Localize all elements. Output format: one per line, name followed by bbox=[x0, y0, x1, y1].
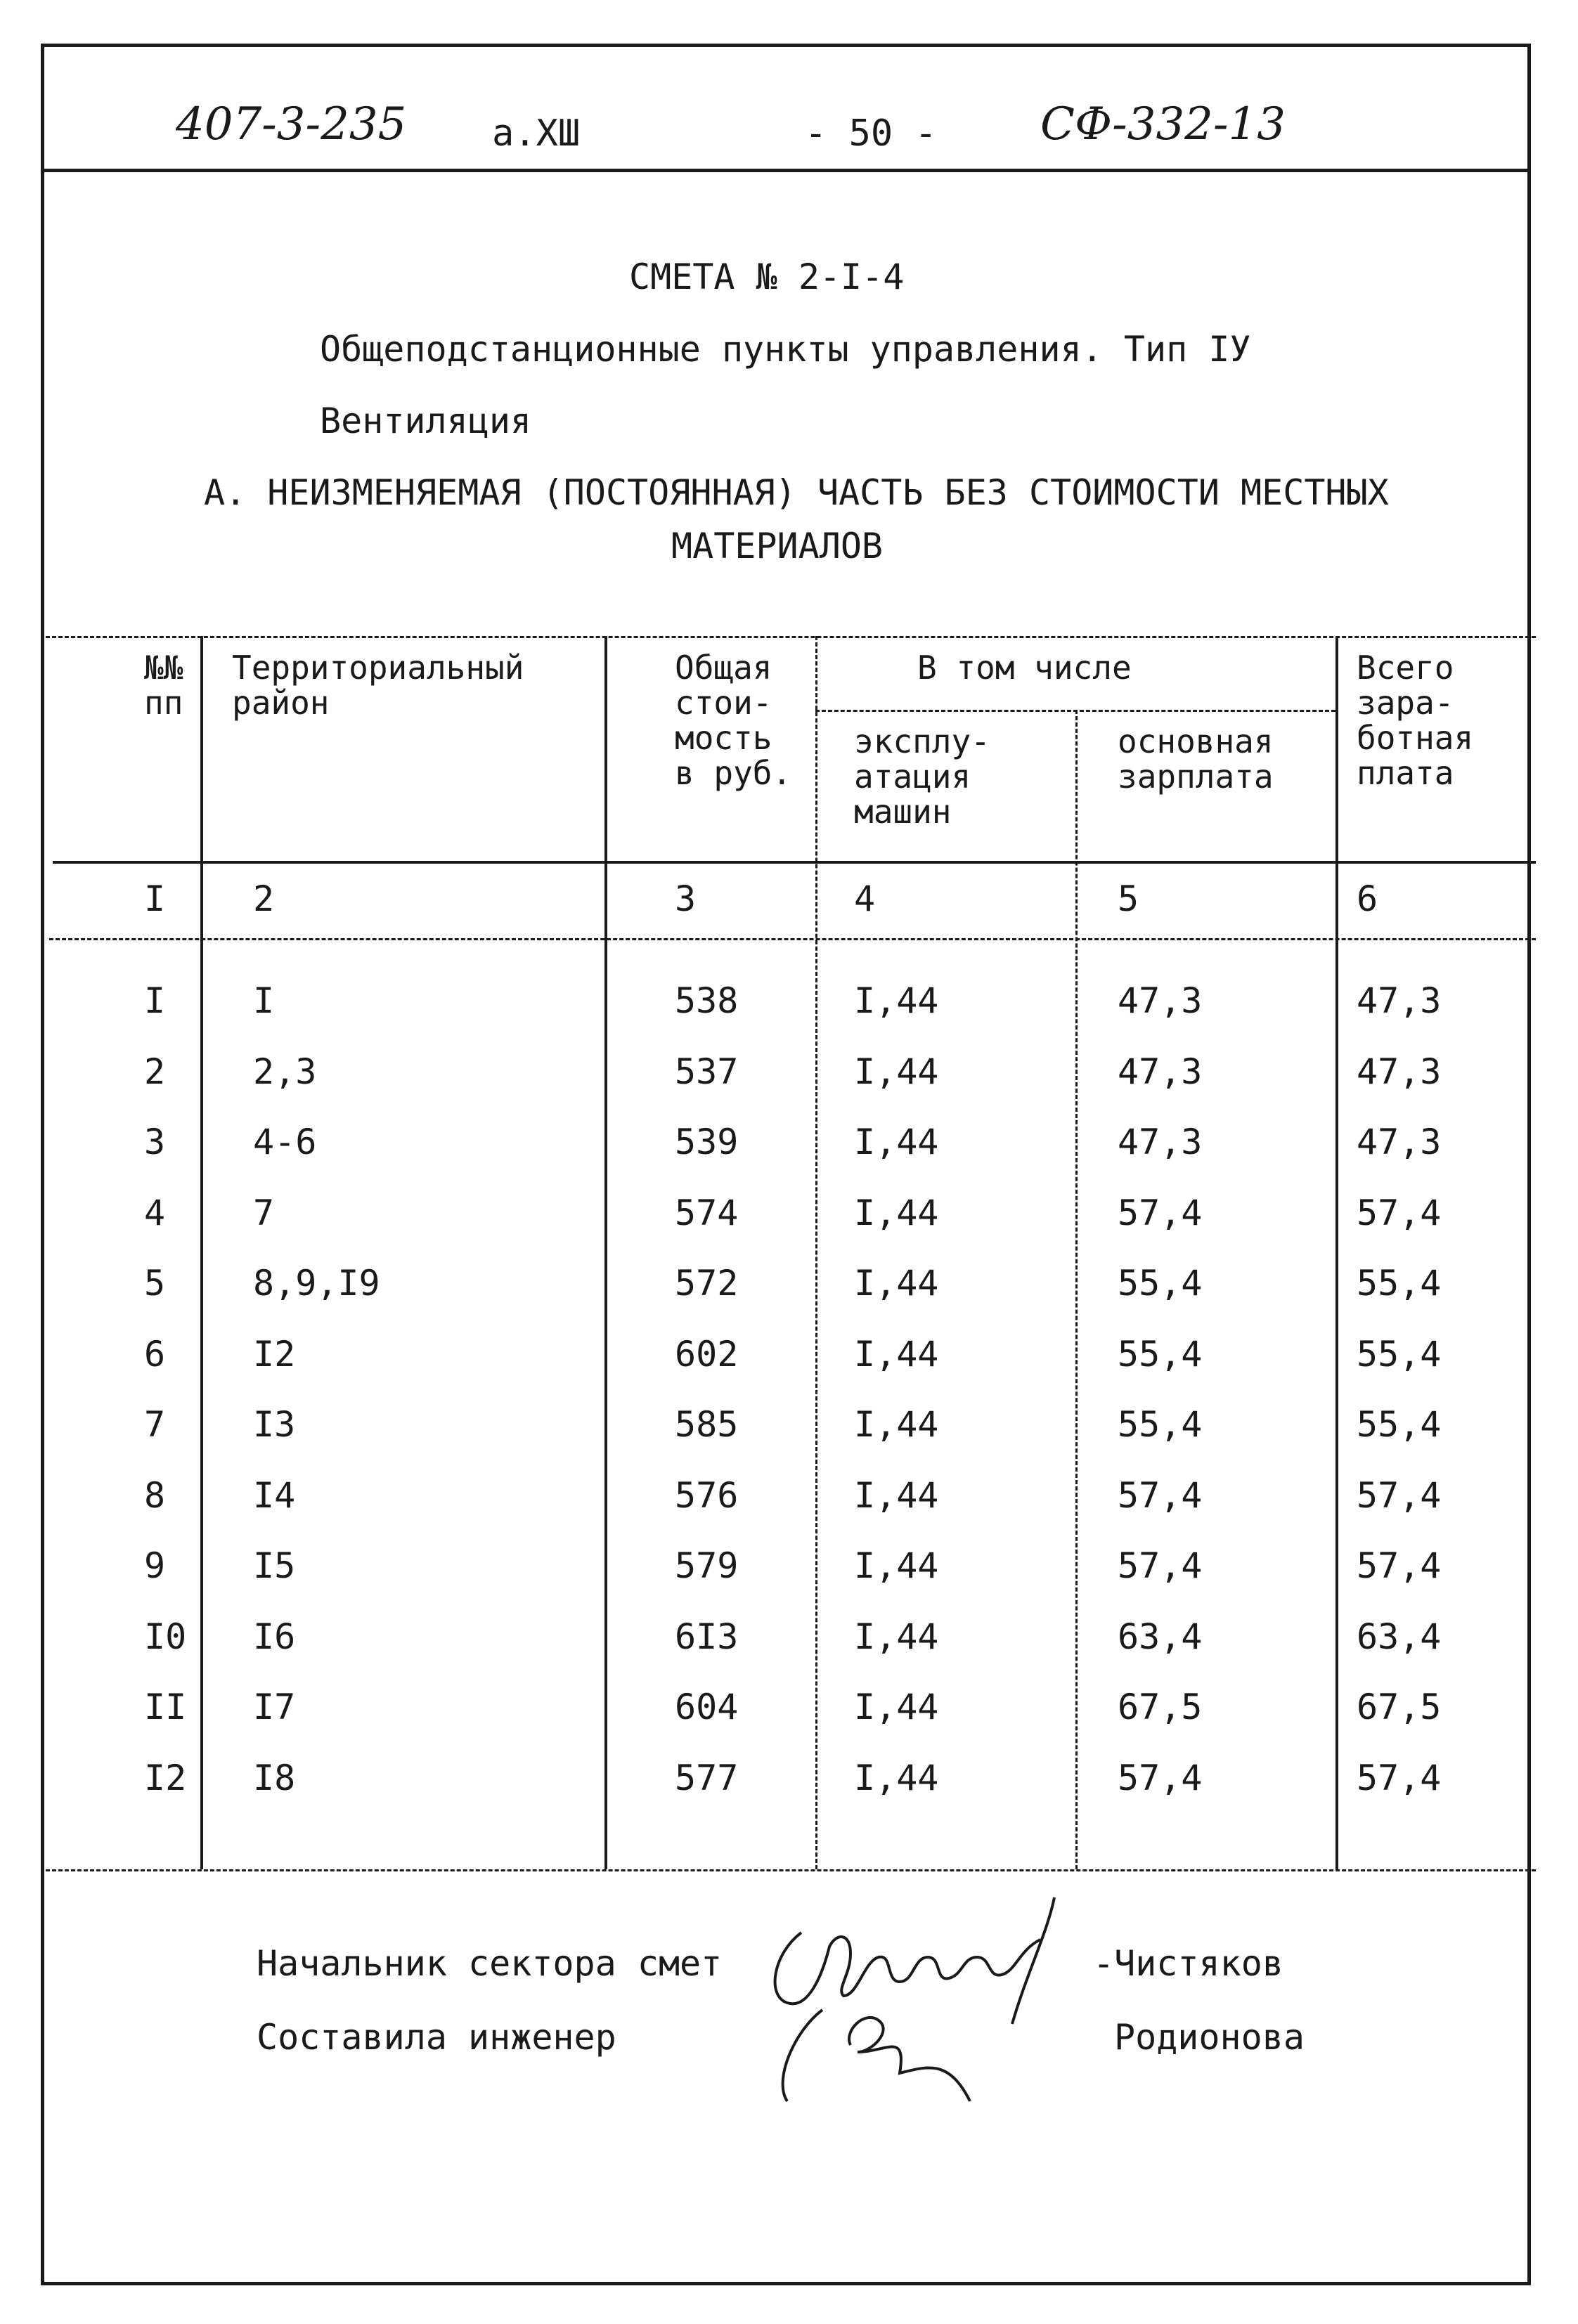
table-cell: I8 bbox=[253, 1757, 296, 1798]
table-cell: I2 bbox=[253, 1333, 296, 1375]
table-cell: 57,4 bbox=[1357, 1192, 1442, 1233]
header-machines: эксплу- атация машин bbox=[854, 722, 990, 831]
table-cell: 47,3 bbox=[1357, 980, 1442, 1021]
table-cell: I,44 bbox=[854, 1474, 939, 1516]
table-cell: 55,4 bbox=[1357, 1333, 1442, 1375]
table-cell: 539 bbox=[675, 1122, 739, 1162]
table-cell: I6 bbox=[253, 1616, 296, 1657]
table-cell: I,44 bbox=[854, 1687, 939, 1727]
header-bottom-rule bbox=[53, 861, 1536, 864]
role-engineer: Составила инженер bbox=[257, 2017, 616, 2058]
colnum-3: 3 bbox=[675, 878, 697, 919]
table-cell: 577 bbox=[675, 1757, 739, 1798]
table-cell: 7 bbox=[144, 1404, 166, 1445]
colnum-5: 5 bbox=[1118, 878, 1139, 919]
table-cell: 572 bbox=[675, 1263, 739, 1304]
table-cell: 47,3 bbox=[1118, 1051, 1203, 1092]
table-cell: 67,5 bbox=[1357, 1687, 1442, 1727]
table-cell: I,44 bbox=[854, 1404, 939, 1445]
colnum-6: 6 bbox=[1357, 878, 1378, 919]
table-cell: 55,4 bbox=[1357, 1263, 1442, 1304]
table-cell: 57,4 bbox=[1357, 1545, 1442, 1586]
table-cell: 63,4 bbox=[1357, 1616, 1442, 1657]
table-cell: II bbox=[144, 1687, 187, 1727]
table-cell: I4 bbox=[253, 1474, 296, 1516]
table-cell: 6I3 bbox=[675, 1616, 739, 1657]
table-bottom-rule bbox=[46, 1869, 1536, 1871]
col-divider-1 bbox=[200, 636, 203, 1869]
table-cell: I2 bbox=[144, 1757, 187, 1798]
table-cell: 55,4 bbox=[1118, 1404, 1203, 1445]
table-cell: I bbox=[253, 980, 275, 1021]
header-salary: основная зарплата bbox=[1118, 722, 1274, 796]
table-cell: 8,9,I9 bbox=[253, 1263, 380, 1304]
colnum-bottom-rule bbox=[49, 938, 1536, 940]
table-cell: 57,4 bbox=[1118, 1474, 1203, 1516]
table-cell: 57,4 bbox=[1357, 1474, 1442, 1516]
table-cell: 7 bbox=[253, 1192, 275, 1233]
table-cell: I,44 bbox=[854, 980, 939, 1021]
col-divider-5 bbox=[1336, 636, 1338, 1869]
table-cell: 4-6 bbox=[253, 1122, 317, 1162]
colnum-1: I bbox=[144, 878, 166, 919]
table-top-rule bbox=[46, 636, 1536, 638]
header-num: №№ пп bbox=[144, 649, 183, 722]
table-cell: 9 bbox=[144, 1545, 166, 1586]
col-divider-4 bbox=[1075, 710, 1078, 1869]
table-cell: 537 bbox=[675, 1051, 739, 1092]
object-title: Общеподстанционные пункты управления. Тип IУ bbox=[320, 329, 1251, 370]
table-cell: I,44 bbox=[854, 1545, 939, 1586]
header-total-salary: Всего зара- ботная плата bbox=[1357, 649, 1474, 792]
table-cell: 47,3 bbox=[1357, 1122, 1442, 1162]
document-code: 407-3-235 bbox=[176, 98, 407, 150]
table-cell: 3 bbox=[144, 1122, 166, 1162]
table-cell: 55,4 bbox=[1357, 1404, 1442, 1445]
table-cell: 602 bbox=[675, 1333, 739, 1375]
name-rodionova: Родионова bbox=[1114, 2017, 1305, 2058]
sheet-code: СФ-332-13 bbox=[1040, 98, 1286, 150]
table-cell: 574 bbox=[675, 1192, 739, 1233]
table-cell: I,44 bbox=[854, 1757, 939, 1798]
part-title-line1: А. НЕИЗМЕНЯЕМАЯ (ПОСТОЯННАЯ) ЧАСТЬ БЕЗ СТОИМОСТИ МЕСТНЫХ bbox=[204, 472, 1389, 513]
table-cell: 6 bbox=[144, 1333, 166, 1375]
table-cell: 576 bbox=[675, 1474, 739, 1516]
table-cell: 55,4 bbox=[1118, 1333, 1203, 1375]
colnum-4: 4 bbox=[854, 878, 876, 919]
table-cell: 585 bbox=[675, 1404, 739, 1445]
table-cell: 57,4 bbox=[1118, 1192, 1203, 1233]
table-cell: 4 bbox=[144, 1192, 166, 1233]
handwritten-signature bbox=[745, 1890, 1139, 2122]
table-cell: 5 bbox=[144, 1263, 166, 1304]
header-including: В том числе bbox=[917, 649, 1132, 687]
table-cell: 47,3 bbox=[1357, 1051, 1442, 1092]
table-cell: 63,4 bbox=[1118, 1616, 1203, 1657]
part-title-line2: МАТЕРИАЛОВ bbox=[671, 526, 884, 566]
table-cell: I0 bbox=[144, 1616, 187, 1657]
colnum-2: 2 bbox=[253, 878, 275, 919]
table-cell: 8 bbox=[144, 1474, 166, 1516]
col-divider-2 bbox=[604, 636, 607, 1869]
table-cell: I bbox=[144, 980, 166, 1021]
header-total-cost: Общая стои- мость в руб. bbox=[675, 649, 792, 792]
table-cell: I,44 bbox=[854, 1263, 939, 1304]
table-cell: 2 bbox=[144, 1051, 166, 1092]
table-cell: 538 bbox=[675, 980, 739, 1021]
table-cell: I,44 bbox=[854, 1051, 939, 1092]
table-cell: I3 bbox=[253, 1404, 296, 1445]
table-cell: 55,4 bbox=[1118, 1263, 1203, 1304]
header-divider bbox=[41, 169, 1531, 172]
table-cell: I5 bbox=[253, 1545, 296, 1586]
table-cell: I,44 bbox=[854, 1616, 939, 1657]
table-cell: 57,4 bbox=[1118, 1545, 1203, 1586]
role-head-of-sector: Начальник сектора смет bbox=[257, 1943, 723, 1984]
table-cell: 57,4 bbox=[1357, 1757, 1442, 1798]
name-chistyakov: -Чистяков bbox=[1093, 1943, 1283, 1984]
table-cell: I,44 bbox=[854, 1192, 939, 1233]
header-district: Территориальный район bbox=[232, 649, 524, 722]
table-cell: 579 bbox=[675, 1545, 739, 1586]
table-cell: 2,3 bbox=[253, 1051, 317, 1092]
table-cell: I,44 bbox=[854, 1122, 939, 1162]
table-cell: 67,5 bbox=[1118, 1687, 1203, 1727]
table-cell: 57,4 bbox=[1118, 1757, 1203, 1798]
table-cell: I7 bbox=[253, 1687, 296, 1727]
section-title: Вентиляция bbox=[320, 401, 532, 441]
table-cell: 604 bbox=[675, 1687, 739, 1727]
table-cell: I,44 bbox=[854, 1333, 939, 1375]
album-number: а.XШ bbox=[492, 112, 581, 155]
table-cell: 47,3 bbox=[1118, 980, 1203, 1021]
table-cell: 47,3 bbox=[1118, 1122, 1203, 1162]
estimate-title: СМЕТА № 2-I-4 bbox=[629, 257, 905, 297]
col-divider-3 bbox=[815, 636, 817, 1869]
page-number: - 50 - bbox=[805, 112, 937, 155]
